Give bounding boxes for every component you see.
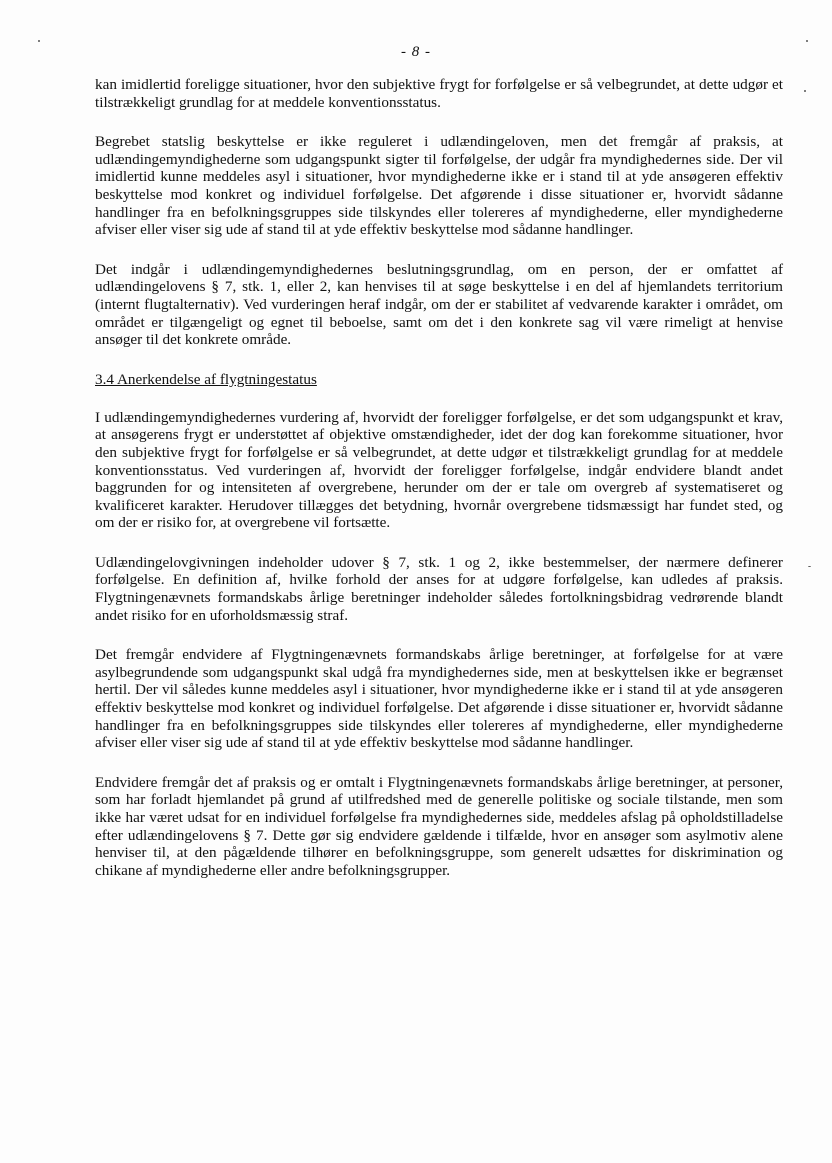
document-body — [95, 76, 783, 901]
paragraph: Udlændingelovgivningen indeholder udover § 7, stk. 1 og 2, ikke bestemmelser, der nærmere definerer forfølgelse. En definition af, hvilke forhold der anses for at udgøre forfølgelse, kan udledes af praksis. Flygtningenævnets formandskabs årlige beretninger indeholder således fortolkningsbidrag vedrørende blandt andet risiko for en uforholdsmæssig straf. — [95, 553, 783, 624]
scan-speck — [806, 40, 808, 42]
scan-speck — [808, 566, 811, 567]
scan-speck — [804, 90, 806, 92]
paragraph: Det indgår i udlændingemyndighedernes beslutningsgrundlag, om en person, der er omfattet af udlændingelovens § 7, stk. 1, eller 2, kan henvises til at søge beskyttelse i en del af hjemlandets territorium (internt flugtalternativ). Ved vurderingen heraf indgår, om der er stabilitet af vedvarende karakter i området, om området er tilgængeligt og egnet til beboelse, samt om det i den konkrete sag vil være rimeligt at henvise ansøger til det konkrete område. — [95, 260, 783, 349]
scan-speck — [38, 40, 40, 42]
section-heading: 3.4 Anerkendelse af flygtningestatus — [95, 370, 317, 388]
paragraph: Begrebet statslig beskyttelse er ikke reguleret i udlændingeloven, men det fremgår af praksis, at udlændingemyndighederne som udgangspunkt sigter til forfølgelse, der udgår fra myndighedernes side. Der vil imidlertid kunne meddeles asyl i situationer, hvor myndighederne ikke er i stand til at yde ansøgeren effektiv beskyttelse mod konkret og individuel forfølgelse. Det afgørende i disse situationer er, hvorvidt sådanne handlinger fra en befolkningsgruppes side tilskyndes eller tolereres af myndighederne, eller myndighederne afviser eller viser sig ude af stand til at yde effektiv beskyttelse mod sådanne handlinger. — [95, 133, 783, 239]
page-number: - 8 - — [401, 44, 431, 60]
paragraph: Endvidere fremgår det af praksis og er omtalt i Flygtningenævnets formandskabs årlige beretninger, at personer, som har forladt hjemlandet på grund af utilfredshed med de generelle politiske og sociale tilstande, men som ikke har været udsat for en individuel forfølgelse fra myndighedernes side, meddeles afslag på opholdstilladelse efter udlændingelovens § 7. Dette gør sig endvidere gældende i tilfælde, hvor en ansøger som asylmotiv alene henviser til, at den pågældende tilhører en befolkningsgruppe, som generelt udsættes for diskrimination og chikane af myndighederne eller andre befolkningsgrupper. — [95, 773, 783, 879]
paragraph: I udlændingemyndighedernes vurdering af, hvorvidt der foreligger forfølgelse, er det som udgangspunkt et krav, at ansøgerens frygt er understøttet af objektive omstændigheder, idet der dog kan forekomme situationer, hvor den subjektive frygt for forfølgelse er så velbegrundet, at dette udgør et tilstrækkeligt grundlag for at meddele konventionsstatus. Ved vurderingen af, hvorvidt der foreligger forfølgelse, indgår endvidere blandt andet baggrunden for og intensiteten af overgrebene, herunder om der er tale om overgreb af systematiseret og kvalificeret karakter. Herudover tillægges det betydning, hvornår overgrebene tidsmæssigt har fundet sted, og om der er risiko for, at overgrebene vil fortsætte. — [95, 408, 783, 532]
paragraph: kan imidlertid foreligge situationer, hvor den subjektive frygt for forfølgelse er så velbegrundet, at dette udgør et tilstrækkeligt grundlag for at meddele konventionsstatus. — [95, 76, 783, 111]
paragraph: Det fremgår endvidere af Flygtningenævnets formandskabs årlige beretninger, at forfølgelse for at være asylbegrundende som udgangspunkt skal udgå fra myndighedernes side, men at beskyttelsen ikke er begrænset hertil. Der vil således kunne meddeles asyl i situationer, hvor myndighederne ikke er i stand til at yde ansøgeren effektiv beskyttelse mod konkret og individuel forfølgelse. Det afgørende i disse situationer er, hvorvidt sådanne handlinger fra en befolkningsgruppes side tilskyndes eller tolereres af myndighederne, eller myndighederne afviser eller viser sig ude af stand til at yde effektiv beskyttelse mod sådanne handlinger. — [95, 646, 783, 752]
